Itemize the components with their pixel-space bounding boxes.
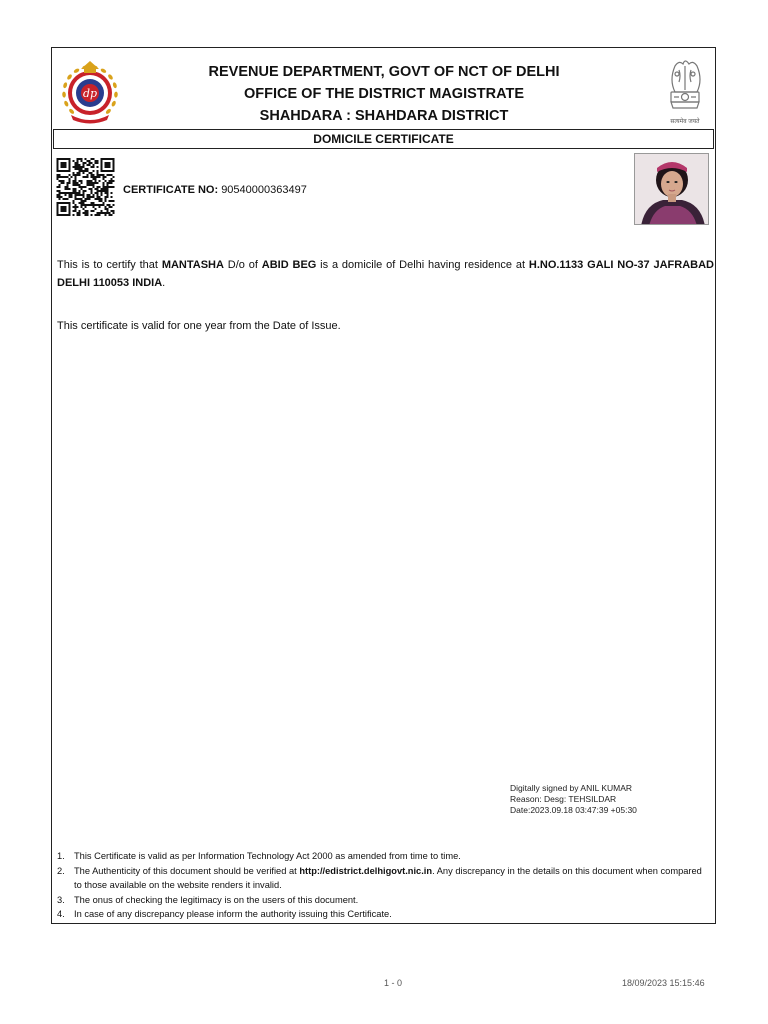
note-text: This Certificate is valid as per Information Technology Act 2000 as amended from time to time. bbox=[74, 851, 461, 861]
signature-reason: Reason: Desg: TEHSILDAR bbox=[510, 794, 617, 804]
note-item bbox=[57, 907, 707, 922]
residence-address: H.NO.1133 GALI NO-37 JAFRABAD DELHI 110053 INDIA bbox=[57, 259, 714, 289]
note-text-pre: The Authenticity of this document should be verified at bbox=[74, 865, 300, 876]
certificate-number bbox=[123, 184, 307, 196]
body-text-2: D/o of bbox=[223, 259, 262, 271]
digital-signature bbox=[510, 783, 637, 816]
note-item bbox=[57, 849, 707, 864]
header-line-department: REVENUE DEPARTMENT, GOVT OF NCT OF DELHI bbox=[208, 64, 560, 80]
delhi-police-logo-icon bbox=[57, 55, 123, 125]
body-text-3: is a domicile of Delhi having residence at bbox=[316, 259, 529, 271]
note-text: The onus of checking the legitimacy is on the users of this document. bbox=[74, 894, 359, 905]
note-number: 2. bbox=[57, 865, 65, 876]
certificate-title: DOMICILE CERTIFICATE bbox=[53, 129, 714, 149]
note-item bbox=[57, 893, 707, 908]
applicant-name: MANTASHA bbox=[161, 259, 224, 271]
verification-link[interactable]: http://edistrict.delhigovt.nic.in bbox=[299, 865, 433, 876]
validity-statement: This certificate is valid for one year from the Date of Issue. bbox=[57, 320, 341, 332]
signature-date: Date:2023.09.18 03:47:39 +05:30 bbox=[510, 805, 637, 815]
notes-list bbox=[57, 849, 707, 922]
note-item bbox=[57, 864, 707, 893]
body-text-1: This is to certify that bbox=[57, 259, 162, 271]
header-line-district: SHAHDARA : SHAHDARA DISTRICT bbox=[259, 108, 509, 124]
svg-text:dp: dp bbox=[82, 87, 98, 100]
qr-code-icon bbox=[56, 158, 115, 216]
header-line-office: OFFICE OF THE DISTRICT MAGISTRATE bbox=[243, 86, 525, 102]
signature-signer: Digitally signed by ANIL KUMAR bbox=[510, 783, 633, 793]
certificate-number-value: 90540000363497 bbox=[221, 184, 307, 196]
applicant-photo bbox=[634, 153, 709, 225]
emblem-caption: सत्यमेव जयते bbox=[670, 119, 700, 125]
father-name: ABID BEG bbox=[261, 259, 317, 271]
body-text-4: . bbox=[162, 277, 166, 289]
certificate-number-label: CERTIFICATE NO: bbox=[123, 184, 219, 196]
note-number: 3. bbox=[57, 894, 65, 905]
note-text: In case of any discrepancy please inform the authority issuing this Certificate. bbox=[74, 909, 392, 919]
print-timestamp: 18/09/2023 15:15:46 bbox=[622, 978, 705, 988]
page-number: 1 - 0 bbox=[384, 978, 403, 988]
certificate-body bbox=[57, 256, 714, 292]
note-number: 1. bbox=[57, 851, 65, 861]
note-text-post: . Any discrepancy in the details on this document when compared to those available on the website renders it invalid. bbox=[74, 865, 702, 890]
note-number: 4. bbox=[57, 909, 65, 919]
